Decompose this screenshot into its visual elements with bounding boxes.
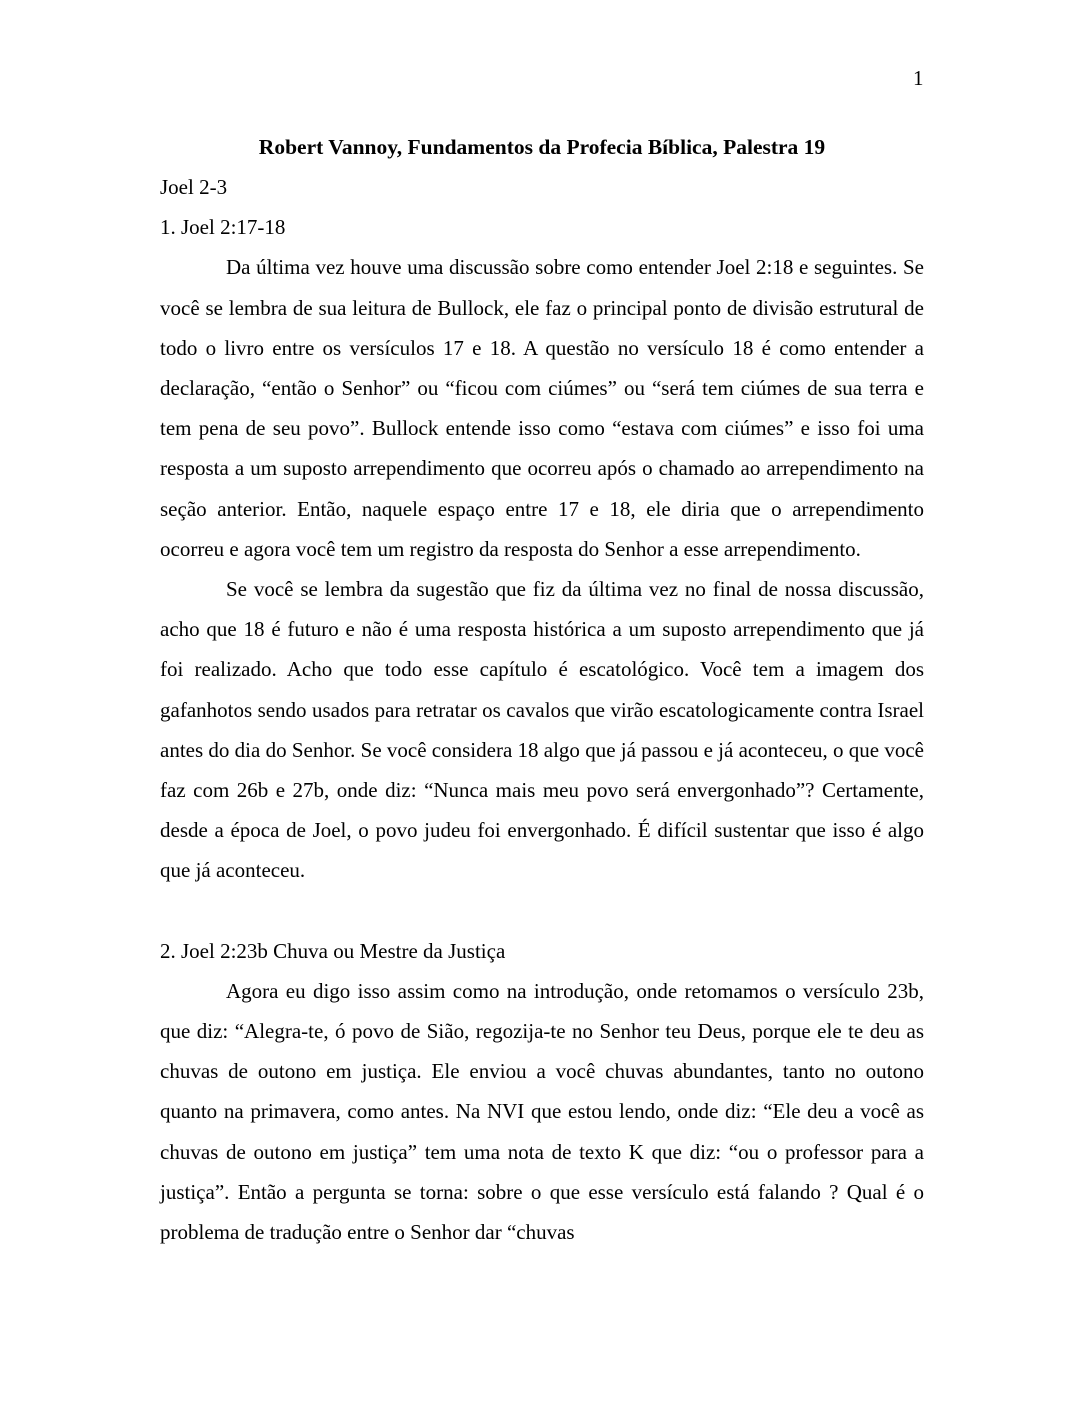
- section-heading: 2. Joel 2:23b Chuva ou Mestre da Justiça: [160, 938, 506, 963]
- document-subtitle: Joel 2-3: [160, 175, 228, 199]
- document-body: [160, 127, 924, 1252]
- section-heading: 1. Joel 2:17-18: [160, 215, 286, 240]
- page-number: 1: [913, 66, 924, 90]
- paragraph: Agora eu digo isso assim como na introdução, onde retomamos o versículo 23b, que diz: “Alegra-te, ó povo de Sião, regozija-te no Senhor teu Deus, porque ele te deu as chuvas de outono em justiça. Ele enviou a você chuvas abundantes, tanto no outono quanto na primavera, como antes. Na NVI que estou lendo, onde diz: “Ele deu a você as chuvas de outono em justiça” tem uma nota de texto K que diz: “ou o professor para a justiça”. Então a pergunta se torna: sobre o que esse versículo está falando ? Qual é o problema de tradução entre o Senhor dar “chuvas: [160, 978, 924, 1245]
- document-title: Robert Vannoy, Fundamentos da Profecia Bíblica, Palestra 19: [258, 135, 826, 159]
- paragraph: Da última vez houve uma discussão sobre como entender Joel 2:18 e seguintes. Se você se lembra de sua leitura de Bullock, ele faz o principal ponto de divisão estrutural de todo o livro entre os versículos 17 e 18. A questão no versículo 18 é como entender a declaração, “então o Senhor” ou “ficou com ciúmes” ou “será tem ciúmes de sua terra e tem pena de seu povo”. Bullock entende isso como “estava com ciúmes” e isso foi uma resposta a um suposto arrependimento que ocorreu após o chamado ao arrependimento na seção anterior. Então, naquele espaço entre 17 e 18, ele diria que o arrependimento ocorreu e agora você tem um registro da resposta do Senhor a esse arrependimento.: [160, 255, 924, 561]
- paragraph: Se você se lembra da sugestão que fiz da última vez no final de nossa discussão, acho que 18 é futuro e não é uma resposta histórica a um suposto arrependimento que já foi realizado. Acho que todo esse capítulo é escatológico. Você tem a imagem dos gafanhotos sendo usados para retratar os cavalos que virão escatologicamente contra Israel antes do dia do Senhor. Se você considera 18 algo que já passou e já aconteceu, o que você faz com 26b e 27b, onde diz: “Nunca mais meu povo será envergonhado”? Certamente, desde a época de Joel, o povo judeu foi envergonhado. É difícil sustentar que isso é algo que já aconteceu.: [160, 577, 924, 883]
- section-spacer: [160, 891, 924, 931]
